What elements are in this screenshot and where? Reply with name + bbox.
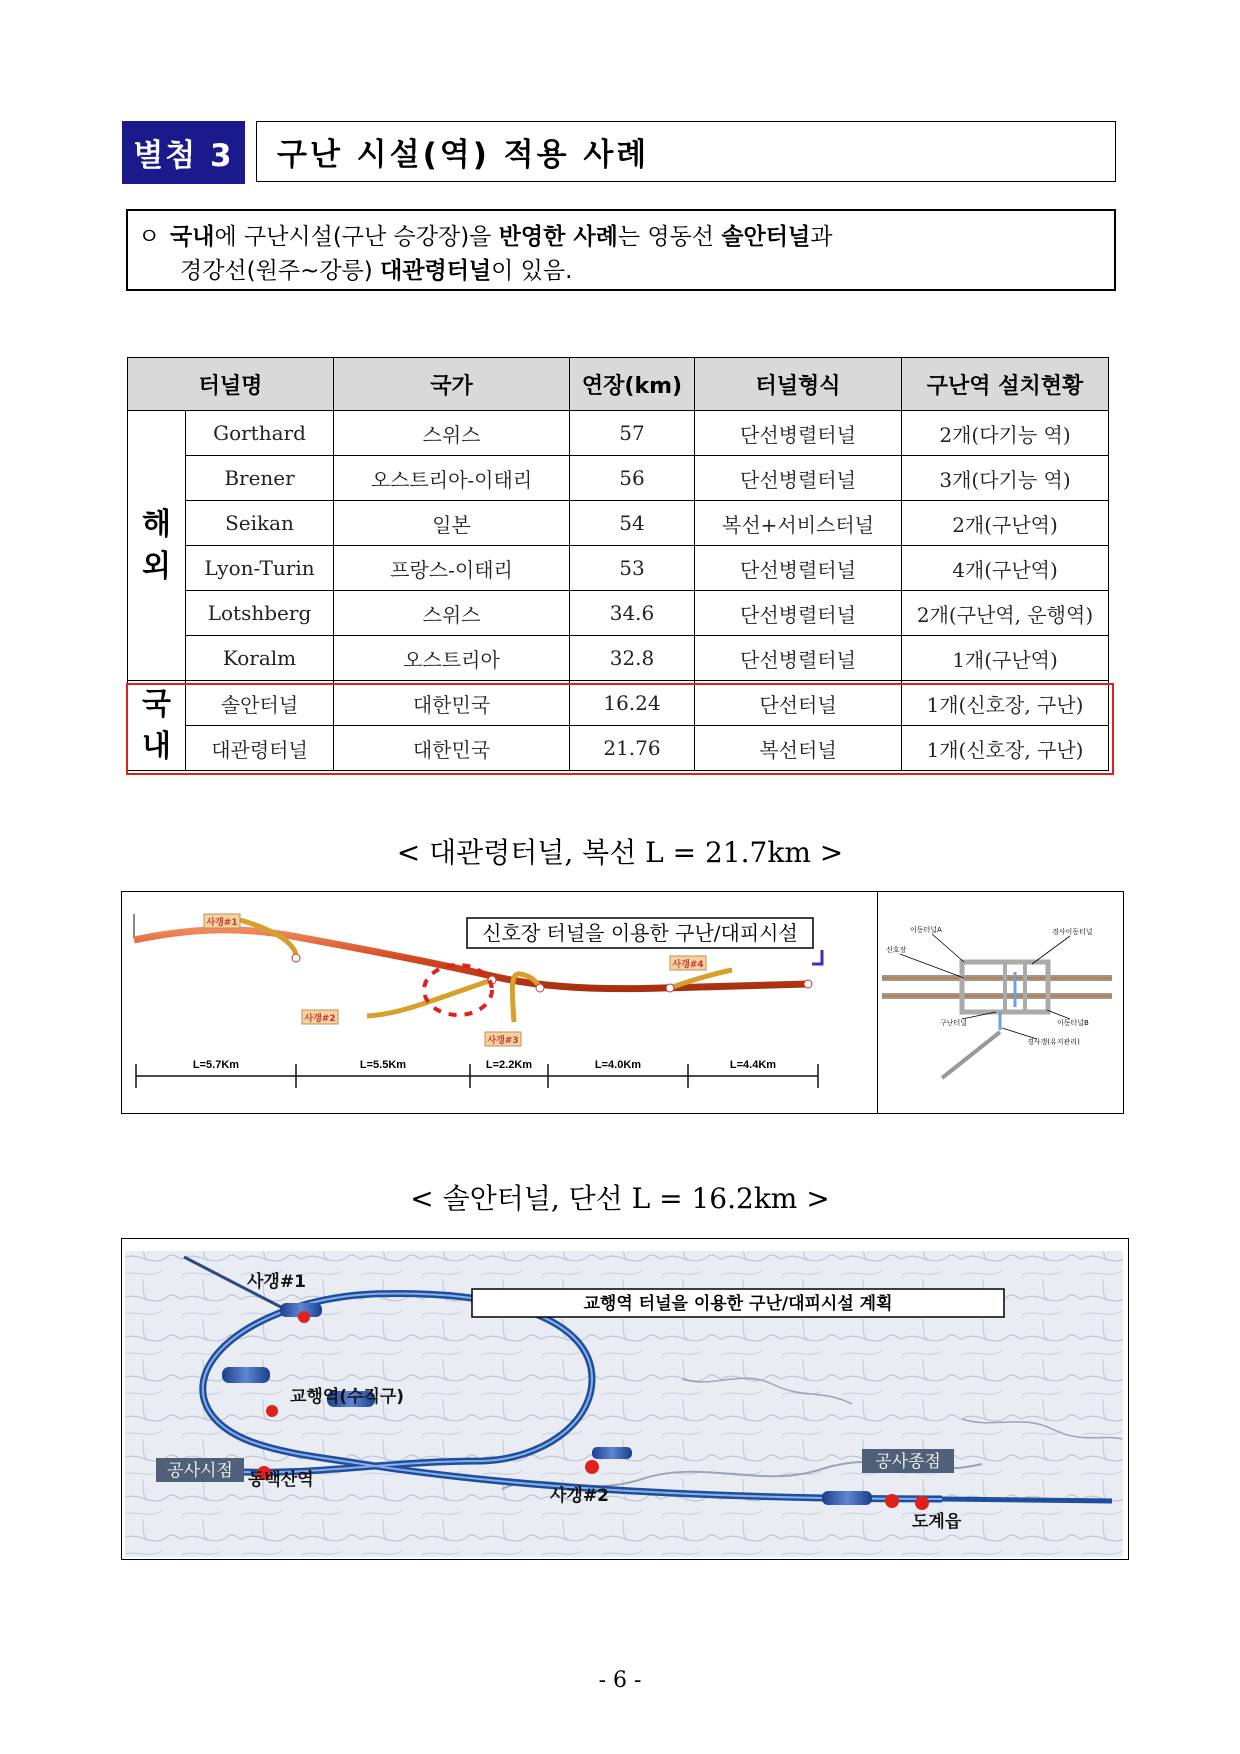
cell-stations: 3개(다기능 역) xyxy=(902,456,1109,501)
end-map-label: 공사종점 xyxy=(875,1452,941,1472)
figure2-caption: < 솔안터널, 단선 L = 16.2km > xyxy=(410,1182,830,1215)
detail-label: 구난터널 xyxy=(940,1019,968,1027)
cell-tunnel-name: Gorthard xyxy=(186,411,334,456)
start-map-label: 공사시점 xyxy=(167,1461,233,1481)
domestic-group-label xyxy=(128,681,186,771)
table-row xyxy=(128,501,1109,546)
junction-point xyxy=(536,984,544,992)
cell-stations: 1개(구난역) xyxy=(902,636,1109,681)
summary-text: 솔안터널 xyxy=(721,224,811,250)
cell-tunnel-name: Koralm xyxy=(186,636,334,681)
summary-text: 는 영동선 xyxy=(617,224,722,250)
cell-country: 대한민국 xyxy=(334,681,570,726)
cell-tunnel-name: 솔안터널 xyxy=(186,681,334,726)
station-marker xyxy=(266,1405,278,1417)
summary-text: 대관령터널 xyxy=(380,258,492,284)
cell-country: 스위스 xyxy=(334,591,570,636)
junction-point xyxy=(804,980,812,988)
daegwallyeong-svg xyxy=(122,892,1123,1113)
summary-text: 국내 xyxy=(170,224,215,250)
cell-type: 단선병렬터널 xyxy=(695,636,902,681)
shaft1-line xyxy=(240,920,296,958)
table-row xyxy=(128,411,1109,456)
cell-country: 오스트리아-이태리 xyxy=(334,456,570,501)
segment-label: L=5.5Km xyxy=(359,1059,407,1071)
group-label-char: 국 xyxy=(142,686,171,722)
summary-line-1 xyxy=(138,220,1114,254)
cell-length: 57 xyxy=(570,411,695,456)
cell-length: 21.76 xyxy=(570,726,695,771)
cell-type: 단선병렬터널 xyxy=(695,411,902,456)
end-tube xyxy=(822,1491,872,1505)
group-label-char: 해 xyxy=(142,506,171,542)
table-header-row xyxy=(128,358,1109,411)
cell-country: 오스트리아 xyxy=(334,636,570,681)
table-row xyxy=(128,681,1109,726)
summary-line-2 xyxy=(138,254,1114,288)
detail-label: 이동터널B xyxy=(1057,1019,1089,1027)
signal-station-detail xyxy=(882,925,1112,1078)
cell-type: 단선병렬터널 xyxy=(695,591,902,636)
shaft2-map-label: 사갱#2 xyxy=(550,1486,609,1506)
segment-label: L=4.0Km xyxy=(594,1059,642,1071)
cell-type: 단선터널 xyxy=(695,681,902,726)
summary-text: 반영한 사례 xyxy=(498,224,618,250)
cell-length: 16.24 xyxy=(570,681,695,726)
junction-point xyxy=(666,984,674,992)
summary-line-1-text xyxy=(170,224,832,250)
end-station-marker xyxy=(915,1496,929,1510)
table-row xyxy=(128,726,1109,771)
solan-map-svg xyxy=(122,1239,1128,1559)
daegwallyeong-diagram xyxy=(121,891,1124,1114)
segment-label: L=5.7Km xyxy=(192,1059,240,1071)
station-tube xyxy=(222,1367,270,1383)
end-marker xyxy=(885,1494,899,1508)
cell-stations: 4개(구난역) xyxy=(902,546,1109,591)
shaft3-label: 사갱#3 xyxy=(487,1036,519,1046)
summary-box xyxy=(126,209,1116,291)
cell-length: 53 xyxy=(570,546,695,591)
figure1-callout: 신호장 터널을 이용한 구난/대피시설 xyxy=(482,921,798,945)
detail-label: 이동터널A xyxy=(910,926,942,934)
cell-tunnel-name: Lotshberg xyxy=(186,591,334,636)
cell-tunnel-name: Lyon-Turin xyxy=(186,546,334,591)
cell-tunnel-name: 대관령터널 xyxy=(186,726,334,771)
cell-type: 단선병렬터널 xyxy=(695,456,902,501)
group-label-char: 외 xyxy=(142,548,171,584)
segment-label: L=2.2Km xyxy=(485,1059,533,1071)
cell-country: 프랑스-이태리 xyxy=(334,546,570,591)
cell-tunnel-name: Brener xyxy=(186,456,334,501)
shaft2-tube xyxy=(592,1447,632,1459)
cell-stations: 2개(다기능 역) xyxy=(902,411,1109,456)
overseas-group-label xyxy=(128,411,186,681)
tunnel-track-end xyxy=(942,1499,1112,1501)
cell-length: 32.8 xyxy=(570,636,695,681)
cell-type: 복선+서비스터널 xyxy=(695,501,902,546)
cell-type: 복선터널 xyxy=(695,726,902,771)
cell-stations: 2개(구난역, 운행역) xyxy=(902,591,1109,636)
page-number: - 6 - xyxy=(598,1668,642,1693)
cell-country: 일본 xyxy=(334,501,570,546)
shaft1-marker xyxy=(298,1311,310,1323)
cell-length: 56 xyxy=(570,456,695,501)
junction-point xyxy=(292,954,300,962)
detail-label: 신호장 xyxy=(886,946,907,954)
cell-stations: 1개(신호장, 구난) xyxy=(902,726,1109,771)
tunnel-table xyxy=(127,357,1109,771)
summary-text: 경강선(원주~강릉) xyxy=(180,258,381,284)
header-stations: 구난역 설치현황 xyxy=(902,358,1109,411)
detail-label: 경사갱(유지관리) xyxy=(1027,1038,1080,1046)
header-tunnel-name: 터널명 xyxy=(128,358,334,411)
shaft4-label: 사갱#4 xyxy=(672,960,704,970)
figure1-divider xyxy=(877,892,878,1113)
cell-tunnel-name: Seikan xyxy=(186,501,334,546)
end-station-map-label: 도계읍 xyxy=(912,1512,962,1532)
cell-country: 대한민국 xyxy=(334,726,570,771)
page-title-text: 구난 시설(역) 적용 사례 xyxy=(277,137,650,173)
cell-stations: 2개(구난역) xyxy=(902,501,1109,546)
summary-text: 에 구난시설(구난 승강장)을 xyxy=(214,224,499,250)
table-row xyxy=(128,636,1109,681)
header-length: 연장(km) xyxy=(570,358,695,411)
figure2-callout: 교행역 터널을 이용한 구난/대피시설 계획 xyxy=(583,1294,893,1314)
figure1-caption: < 대관령터널, 복선 L = 21.7km > xyxy=(396,836,844,869)
cell-stations: 1개(신호장, 구난) xyxy=(902,681,1109,726)
page-title xyxy=(256,121,1116,182)
group-label-char: 내 xyxy=(142,728,171,764)
shaft2-label: 사갱#2 xyxy=(304,1014,336,1024)
cell-length: 54 xyxy=(570,501,695,546)
summary-text: 이 있음. xyxy=(491,258,573,284)
cell-type: 단선병렬터널 xyxy=(695,546,902,591)
cell-country: 스위스 xyxy=(334,411,570,456)
shaft1-label: 사갱#1 xyxy=(206,918,238,928)
solan-tunnel-map xyxy=(121,1238,1129,1560)
table-row xyxy=(128,456,1109,501)
segment-label: L=4.4Km xyxy=(729,1059,777,1071)
detail-label: 경사이동터널 xyxy=(1052,928,1093,936)
station-map-label: 교행역(수직구) xyxy=(290,1387,405,1407)
table-row xyxy=(128,591,1109,636)
summary-text: 과 xyxy=(810,224,833,250)
header-type: 터널형식 xyxy=(695,358,902,411)
bullet-icon: ㅇ xyxy=(138,224,161,250)
table-row xyxy=(128,546,1109,591)
end-accent xyxy=(812,950,822,964)
appendix-tag: 별첨 3 xyxy=(122,121,245,184)
start-station-map-label: 동백산역 xyxy=(248,1470,314,1490)
header-country: 국가 xyxy=(334,358,570,411)
cell-length: 34.6 xyxy=(570,591,695,636)
shaft2-marker xyxy=(585,1460,599,1474)
shaft2-line xyxy=(367,980,492,1016)
shaft1-map-label: 사갱#1 xyxy=(247,1272,306,1292)
